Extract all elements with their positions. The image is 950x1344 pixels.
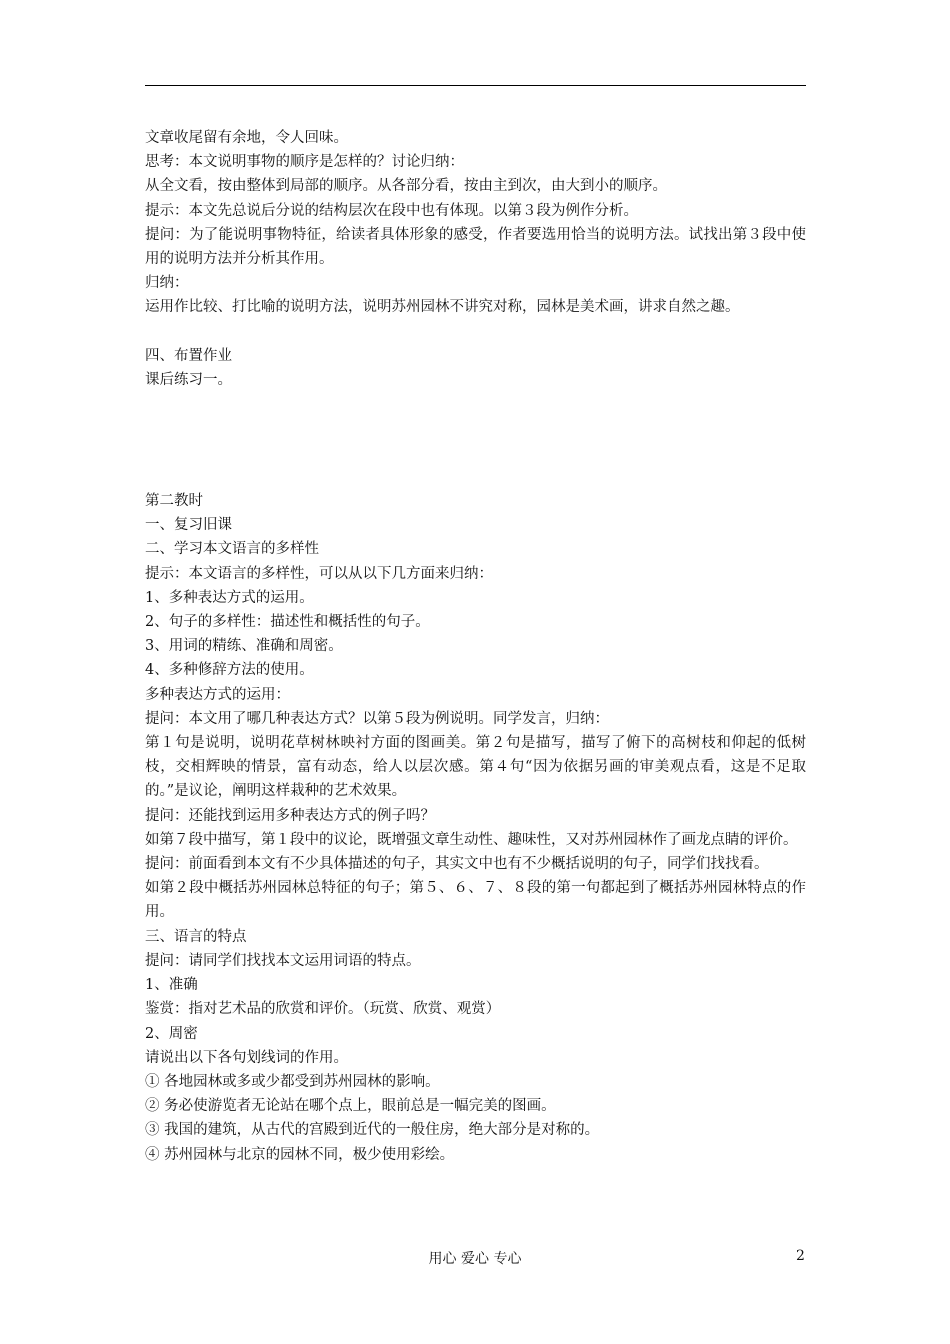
example-item: ② 务必使游览者无论站在哪个点上，眼前总是一幅完美的图画。 [145,1098,556,1115]
text-line: 从全文看，按由整体到局部的顺序。从各部分看，按由主到次，由大到小的顺序。 [145,178,667,195]
header-rule [145,85,806,86]
text-line: 提问：请同学们找找本文运用词语的特点。 [145,952,421,969]
list-item: 2、周密 [145,1025,198,1042]
blank-space [145,392,806,489]
section-heading: 四、布置作业 [145,347,232,364]
section-heading: 三、语言的特点 [145,928,247,945]
section-heading: 二、学习本文语言的多样性 [145,541,319,558]
list-item: 1、多种表达方式的运用。 [145,589,314,606]
text-line: 鉴赏：指对艺术品的欣赏和评价。（玩赏、欣赏、观赏） [145,1001,501,1018]
text-line: 提问：本文用了哪几种表达方式？以第５段为例说明。同学发言，归纳： [145,710,609,727]
document-body [145,126,806,1167]
text-line: 归纳： [145,275,189,292]
list-item: 4、多种修辞方法的使用。 [145,662,314,679]
text-paragraph: 提问：为了能说明事物特征，给读者具体形象的感受，作者要选用恰当的说明方法。试找出第３段中使用的说明方法并分析其作用。 [145,226,806,268]
list-item: 2、句子的多样性：描述性和概括性的句子。 [145,614,430,631]
text-paragraph: 如第７段中描写，第１段中的议论，既增强文章生动性、趣味性，又对苏州园林作了画龙点睛的评价。 [145,831,798,848]
page-number: 2 [796,1248,805,1264]
text-paragraph: 第１句是说明，说明花草树林映衬方面的图画美。第２句是描写，描写了俯下的高树枝和仰起的低树枝，交相辉映的情景，富有动态，给人以层次感。第４句“因为依据另画的审美观点看，这是不足取的。”是议论，阐明这样栽种的艺术效果。 [145,735,806,800]
section-heading: 一、复习旧课 [145,517,232,534]
blank-line [145,320,806,344]
text-line: 课后练习一。 [145,371,232,388]
example-item: ① 各地园林或多或少都受到苏州园林的影响。 [145,1073,440,1090]
text-line: 提示：本文语言的多样性，可以从以下几方面来归纳： [145,565,493,582]
text-line: 提示：本文先总说后分说的结构层次在段中也有体现。以第３段为例作分析。 [145,202,638,219]
text-paragraph: 如第２段中概括苏州园林总特征的句子；第５、６、７、８段的第一句都起到了概括苏州园林特点的作用。 [145,880,806,921]
example-item: ③ 我国的建筑，从古代的宫殿到近代的一般住房，绝大部分是对称的。 [145,1122,600,1139]
text-line: 多种表达方式的运用： [145,686,290,703]
text-line: 提问：还能找到运用多种表达方式的例子吗？ [145,807,435,824]
list-item: 1、准确 [145,977,198,994]
text-line: 请说出以下各句划线词的作用。 [145,1049,348,1066]
text-paragraph: 提问：前面看到本文有不少具体描述的句子，其实文中也有不少概括说明的句子，同学们找找看。 [145,856,769,873]
text-line: 运用作比较、打比喻的说明方法，说明苏州园林不讲究对称，园林是美术画，讲求自然之趣。 [145,299,740,316]
text-line: 思考：本文说明事物的顺序是怎样的？讨论归纳： [145,154,464,171]
example-item: ④ 苏州园林与北京的园林不同，极少使用彩绘。 [145,1146,455,1163]
text-line: 文章收尾留有余地，令人回味。 [145,130,348,146]
lesson-heading: 第二教时 [145,493,203,510]
list-item: 3、用词的精练、准确和周密。 [145,638,343,655]
footer-motto: 用心 爱心 专心 [428,1251,522,1267]
